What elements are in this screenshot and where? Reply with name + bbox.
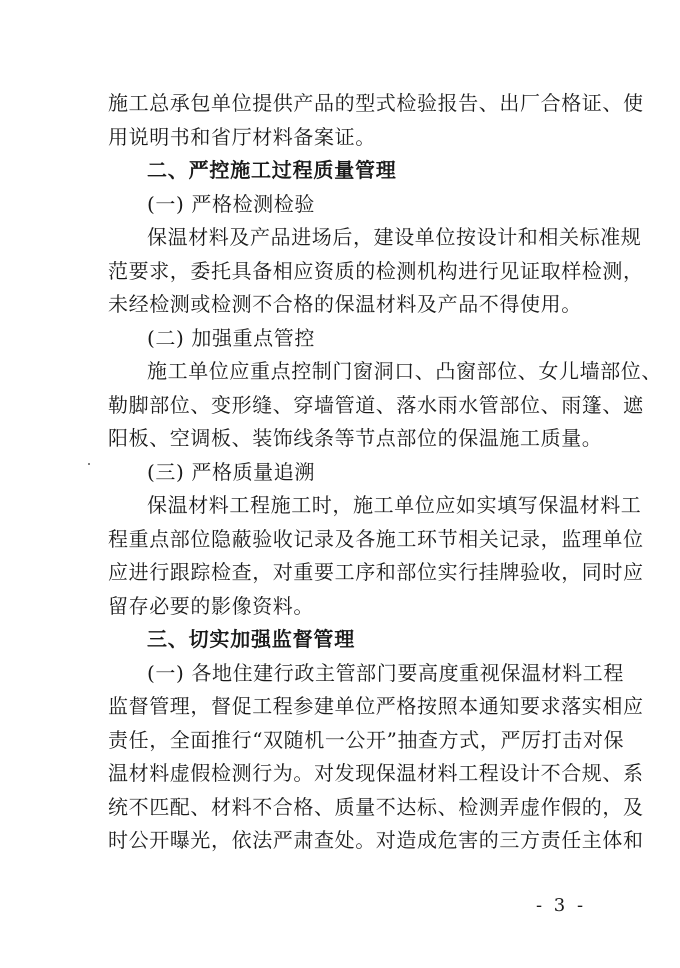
body-text-line: 勒脚部位、变形缝、穿墙管道、落水雨水管部位、雨篷、遮 bbox=[108, 393, 644, 417]
body-text-line: 监督管理，督促工程参建单位严格按照本通知要求落实相应 bbox=[108, 694, 644, 718]
page-number: - 3 - bbox=[536, 895, 587, 916]
subsection-heading-2: (二) 加强重点管控 bbox=[147, 326, 315, 350]
body-text-line: 保温材料及产品进场后，建设单位按设计和相关标准规 bbox=[147, 225, 642, 249]
body-text-line: 应进行跟踪检查，对重要工序和部位实行挂牌验收，同时应 bbox=[108, 560, 644, 584]
body-text-line: 范要求，委托具备相应资质的检测机构进行见证取样检测， bbox=[108, 259, 644, 283]
body-text-line: 施工单位应重点控制门窗洞口、凸窗部位、女儿墙部位、 bbox=[147, 359, 662, 383]
body-text-line: (一) 各地住建行政主管部门要高度重视保温材料工程 bbox=[147, 661, 624, 685]
body-text-line: 留存必要的影像资料。 bbox=[108, 594, 314, 618]
body-text-line: 阳板、空调板、装饰线条等节点部位的保温施工质量。 bbox=[108, 426, 603, 450]
section-heading-three: 三、切实加强监督管理 bbox=[147, 627, 355, 651]
body-text-line: 未经检测或检测不合格的保温材料及产品不得使用。 bbox=[108, 292, 582, 316]
subsection-heading-3: (三) 严格质量追溯 bbox=[147, 460, 315, 484]
body-text-line: 用说明书和省厅材料备案证。 bbox=[108, 125, 376, 149]
body-text-line: 程重点部位隐蔽验收记录及各施工环节相关记录，监理单位 bbox=[108, 527, 644, 551]
section-heading-two: 二、严控施工过程质量管理 bbox=[147, 158, 397, 182]
body-text-line: 温材料虚假检测行为。对发现保温材料工程设计不合规、系 bbox=[108, 761, 644, 785]
subsection-heading-1: (一) 严格检测检验 bbox=[147, 192, 315, 216]
body-text-line: 保温材料工程施工时，施工单位应如实填写保温材料工 bbox=[147, 493, 642, 517]
body-text-line: 时公开曝光，依法严肃查处。对造成危害的三方责任主体和 bbox=[108, 828, 644, 852]
scan-speck bbox=[88, 463, 90, 465]
body-text-line: 统不匹配、材料不合格、质量不达标、检测弄虚作假的，及 bbox=[108, 795, 644, 819]
body-text-line: 施工总承包单位提供产品的型式检验报告、出厂合格证、使 bbox=[108, 91, 644, 115]
body-text-line: 责任，全面推行“双随机一公开”抽查方式，严厉打击对保 bbox=[108, 728, 625, 752]
